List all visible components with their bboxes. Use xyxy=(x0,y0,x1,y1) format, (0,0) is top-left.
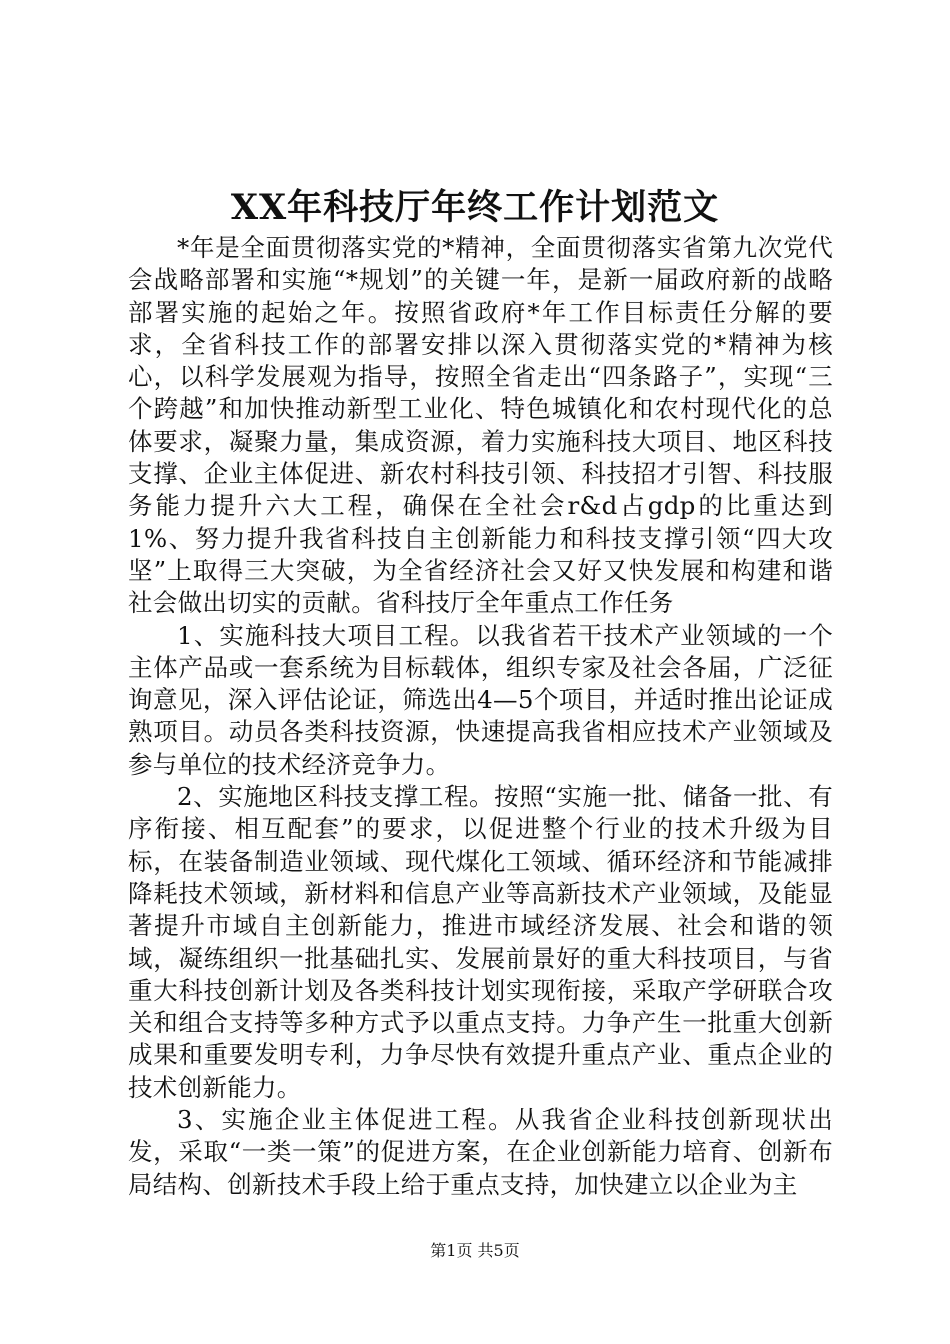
paragraph-item-2: 2、实施地区科技支撑工程。按照“实施一批、储备一批、有序衔接、相互配套”的要求，以促进整个行业的技术升级为目标，在装备制造业领域、现代煤化工领域、循环经济和节能减排降耗技术领域，新材料和信息产业等高新技术产业领域，及能显著提升市域自主创新能力，推进市域经济发展、社会和谐的领域，凝练组织一批基础扎实、发展前景好的重大科技项目，与省重大科技创新计划及各类科技计划实现衔接，采取产学研联合攻关和组合支持等多种方式予以重点支持。力争产生一批重大创新成果和重要发明专利，力争尽快有效提升重点产业、重点企业的技术创新能力。 xyxy=(128,782,833,1102)
paragraph-item-3: 3、实施企业主体促进工程。从我省企业科技创新现状出发，采取“一类一策”的促进方案，在企业创新能力培育、创新布局结构、创新技术手段上给于重点支持，加快建立以企业为主 xyxy=(128,1105,833,1199)
document-title: XX年科技厅年终工作计划范文 xyxy=(230,187,720,228)
page-number-footer: 第1页 共5页 xyxy=(430,1241,520,1260)
paragraph-intro: *年是全面贯彻落实党的*精神，全面贯彻落实省第九次党代会战略部署和实施“*规划”的关键一年，是新一届政府新的战略部署实施的起始之年。按照省政府*年工作目标责任分解的要求，全省科技工作的部署安排以深入贯彻落实党的*精神为核心，以科学发展观为指导，按照全省走出“四条路子”，实现“三个跨越”和加快推动新型工业化、特色城镇化和农村现代化的总体要求，凝聚力量，集成资源，着力实施科技大项目、地区科技支撑、企业主体促进、新农村科技引领、科技招才引智、科技服务能力提升六大工程，确保在全社会r&d占gdp的比重达到1%、努力提升我省科技自主创新能力和科技支撑引领“四大攻坚”上取得三大突破，为全省经济社会又好又快发展和构建和谐社会做出切实的贡献。省科技厅全年重点工作任务 xyxy=(128,233,834,618)
paragraph-item-1: 1、实施科技大项目工程。以我省若干技术产业领域的一个主体产品或一套系统为目标载体，组织专家及社会各届，广泛征询意见，深入评估论证，筛选出4—5个项目，并适时推出论证成熟项目。动员各类科技资源，快速提高我省相应技术产业领域及参与单位的技术经济竞争力。 xyxy=(128,620,833,779)
document-body xyxy=(128,232,833,1201)
